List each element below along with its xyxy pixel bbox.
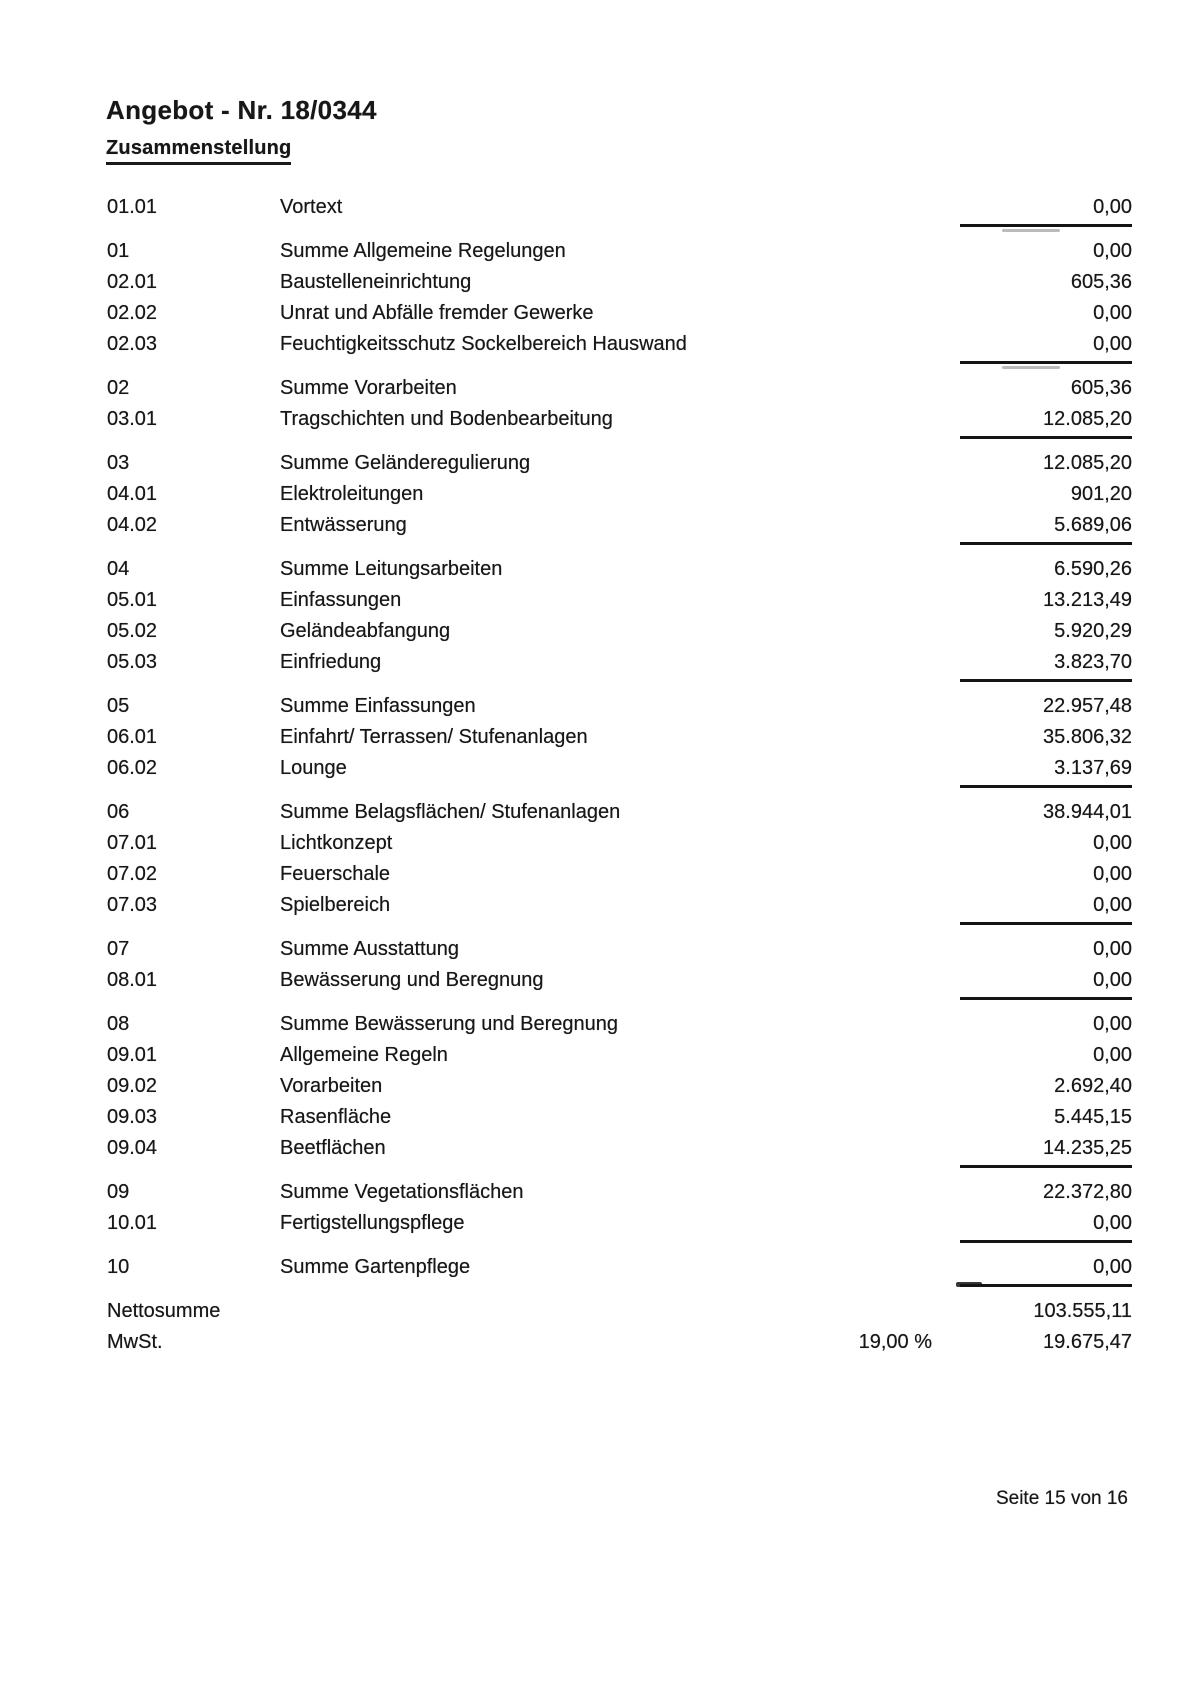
description-text: Tragschichten und Bodenbearbeitung xyxy=(280,408,613,430)
underline-rule xyxy=(960,361,1132,364)
description-cell xyxy=(280,1106,932,1129)
amount-cell: 6.590,26 xyxy=(1054,558,1132,580)
amount-cell: 38.944,01 xyxy=(1043,801,1132,823)
description-cell xyxy=(280,969,932,992)
underline-rule xyxy=(960,1240,1132,1243)
underline-rule xyxy=(960,542,1132,545)
description-text: Einfassungen xyxy=(280,589,402,611)
amount-cell: 0,00 xyxy=(1093,240,1132,262)
amount-cell: 5.920,29 xyxy=(1054,620,1132,642)
position-cell: 05.01 xyxy=(107,589,158,611)
description-text: Summe Gartenpflege xyxy=(280,1256,471,1278)
total-label: Nettosumme xyxy=(107,1300,221,1322)
item-row xyxy=(107,479,1132,510)
underline-rule xyxy=(960,224,1132,227)
amount-cell: 0,00 xyxy=(1093,969,1132,991)
summary-row xyxy=(107,1009,1132,1040)
position-cell: 06.02 xyxy=(107,757,158,779)
description-text: Summe Geländeregulierung xyxy=(280,452,531,474)
description-cell xyxy=(280,1044,932,1067)
underline-rule xyxy=(960,997,1132,1000)
description-text: Feuerschale xyxy=(280,863,391,885)
underline-rule xyxy=(960,1284,1132,1287)
amount-cell: 0,00 xyxy=(1093,1044,1132,1066)
item-row xyxy=(107,753,1132,784)
position-cell: 08 xyxy=(107,1013,130,1035)
item-row xyxy=(107,647,1132,678)
description-cell xyxy=(280,726,932,749)
item-row xyxy=(107,828,1132,859)
position-cell: 04 xyxy=(107,558,130,580)
amount-cell: 0,00 xyxy=(1093,1212,1132,1234)
item-row xyxy=(107,722,1132,753)
description-text: Summe Einfassungen xyxy=(280,695,476,717)
item-row xyxy=(107,298,1132,329)
description-cell xyxy=(280,589,932,612)
position-cell: 03 xyxy=(107,452,130,474)
description-cell xyxy=(280,695,932,718)
position-cell: 07.01 xyxy=(107,832,158,854)
description-text: Summe Leitungsarbeiten xyxy=(280,558,503,580)
summary-row xyxy=(107,448,1132,479)
position-cell: 10.01 xyxy=(107,1212,158,1234)
amount-cell: 0,00 xyxy=(1093,1256,1132,1278)
description-cell xyxy=(280,757,932,780)
item-row xyxy=(107,510,1132,541)
description-text: Elektroleitungen xyxy=(280,483,424,505)
total-label: MwSt. xyxy=(107,1331,163,1353)
position-cell: 02.01 xyxy=(107,271,158,293)
description-text: Lounge xyxy=(280,757,347,779)
description-cell xyxy=(280,452,932,475)
amount-cell: 5.689,06 xyxy=(1054,514,1132,536)
position-cell: 10 xyxy=(107,1256,130,1278)
description-cell xyxy=(280,271,932,294)
underline-rule xyxy=(960,1165,1132,1168)
description-cell xyxy=(280,620,932,643)
amount-cell: 2.692,40 xyxy=(1054,1075,1132,1097)
position-cell: 01 xyxy=(107,240,130,262)
position-cell: 06.01 xyxy=(107,726,158,748)
underline-rule xyxy=(960,785,1132,788)
position-cell: 09 xyxy=(107,1181,130,1203)
item-row xyxy=(107,1208,1132,1239)
description-text: Summe Allgemeine Regelungen xyxy=(280,240,566,262)
position-cell: 09.02 xyxy=(107,1075,158,1097)
doc-title: Angebot - Nr. 18/0344 xyxy=(106,95,377,125)
item-row xyxy=(107,1133,1132,1164)
description-cell xyxy=(280,196,932,219)
amount-cell: 0,00 xyxy=(1093,863,1132,885)
description-text: Beetflächen xyxy=(280,1137,386,1159)
position-cell: 02.02 xyxy=(107,302,158,324)
amount-cell: 22.372,80 xyxy=(1043,1181,1132,1203)
item-row xyxy=(107,890,1132,921)
description-cell xyxy=(280,938,932,961)
section-heading: Zusammenstellung xyxy=(106,137,291,165)
underline-rule xyxy=(960,436,1132,439)
amount-cell: 0,00 xyxy=(1093,1013,1132,1035)
amount-cell: 13.213,49 xyxy=(1043,589,1132,611)
description-text: Summe Vorarbeiten xyxy=(280,377,457,399)
description-text: Bewässerung und Beregnung xyxy=(280,969,544,991)
position-cell: 07.02 xyxy=(107,863,158,885)
amount-cell: 0,00 xyxy=(1093,832,1132,854)
description-text: Geländeabfangung xyxy=(280,620,451,642)
amount-cell: 3.137,69 xyxy=(1054,757,1132,779)
description-text: Entwässerung xyxy=(280,514,407,536)
description-text: Einfahrt/ Terrassen/ Stufenanlagen xyxy=(280,726,588,748)
description-cell xyxy=(280,1013,932,1036)
description-cell xyxy=(280,333,932,356)
amount-cell: 22.957,48 xyxy=(1043,695,1132,717)
amount-cell: 605,36 xyxy=(1070,271,1132,293)
amount-cell: 0,00 xyxy=(1093,302,1132,324)
description-cell xyxy=(280,1181,932,1204)
description-cell xyxy=(280,651,932,674)
total-row xyxy=(107,1296,1132,1327)
description-text: Fertigstellungspflege xyxy=(280,1212,465,1234)
description-cell xyxy=(280,1331,932,1354)
description-cell xyxy=(280,894,932,917)
amount-cell: 35.806,32 xyxy=(1043,726,1132,748)
description-text: Allgemeine Regeln xyxy=(280,1044,448,1066)
item-row xyxy=(107,404,1132,435)
position-cell: 07 xyxy=(107,938,130,960)
amount-cell: 19.675,47 xyxy=(1043,1331,1132,1353)
description-cell xyxy=(280,408,932,431)
underline-rule xyxy=(960,922,1132,925)
amount-cell: 0,00 xyxy=(1093,196,1132,218)
description-text: Unrat und Abfälle fremder Gewerke xyxy=(280,302,594,324)
amount-cell: 0,00 xyxy=(1093,894,1132,916)
page-footer: Seite 15 von 16 xyxy=(995,1488,1128,1509)
description-text: Summe Vegetationsflächen xyxy=(280,1181,524,1203)
description-cell xyxy=(280,1075,932,1098)
amount-cell: 12.085,20 xyxy=(1043,408,1132,430)
item-row xyxy=(107,192,1132,223)
summary-row xyxy=(107,373,1132,404)
position-cell: 09.03 xyxy=(107,1106,158,1128)
item-row xyxy=(107,859,1132,890)
description-text: Einfriedung xyxy=(280,651,382,673)
description-cell xyxy=(280,558,932,581)
amount-cell: 5.445,15 xyxy=(1054,1106,1132,1128)
amount-cell: 0,00 xyxy=(1093,938,1132,960)
item-row xyxy=(107,965,1132,996)
amount-cell: 605,36 xyxy=(1070,377,1132,399)
item-row xyxy=(107,1102,1132,1133)
underline-rule xyxy=(960,679,1132,682)
item-row xyxy=(107,267,1132,298)
description-text: Vortext xyxy=(280,196,343,218)
position-cell: 04.02 xyxy=(107,514,158,536)
position-cell: 04.01 xyxy=(107,483,158,505)
description-cell xyxy=(280,1212,932,1235)
summary-row xyxy=(107,691,1132,722)
summary-row xyxy=(107,236,1132,267)
amount-cell: 901,20 xyxy=(1070,483,1132,505)
vat-rate: 19,00 % xyxy=(858,1331,932,1353)
description-cell xyxy=(280,1137,932,1160)
summary-row xyxy=(107,554,1132,585)
description-text: Lichtkonzept xyxy=(280,832,393,854)
position-cell: 09.04 xyxy=(107,1137,158,1159)
position-cell: 02 xyxy=(107,377,130,399)
amount-cell: 3.823,70 xyxy=(1054,651,1132,673)
position-cell: 01.01 xyxy=(107,196,158,218)
position-cell: 09.01 xyxy=(107,1044,158,1066)
summary-row xyxy=(107,797,1132,828)
amount-cell: 14.235,25 xyxy=(1043,1137,1132,1159)
description-text: Feuchtigkeitsschutz Sockelbereich Hauswand xyxy=(280,333,687,355)
description-cell xyxy=(280,1256,932,1279)
total-row xyxy=(107,1327,1132,1358)
amount-cell: 0,00 xyxy=(1093,333,1132,355)
item-row xyxy=(107,616,1132,647)
description-cell xyxy=(280,302,932,325)
description-cell xyxy=(280,240,932,263)
position-cell: 07.03 xyxy=(107,894,158,916)
item-row xyxy=(107,1071,1132,1102)
description-text: Spielbereich xyxy=(280,894,391,916)
item-row xyxy=(107,585,1132,616)
description-text: Vorarbeiten xyxy=(280,1075,383,1097)
position-cell: 06 xyxy=(107,801,130,823)
description-cell xyxy=(280,863,932,886)
description-text: Summe Belagsflächen/ Stufenanlagen xyxy=(280,801,621,823)
amount-cell: 12.085,20 xyxy=(1043,452,1132,474)
description-text: Baustelleneinrichtung xyxy=(280,271,472,293)
position-cell: 08.01 xyxy=(107,969,158,991)
description-cell xyxy=(280,801,932,824)
position-cell: 03.01 xyxy=(107,408,158,430)
summary-row xyxy=(107,934,1132,965)
description-text: Summe Bewässerung und Beregnung xyxy=(280,1013,618,1035)
summary-table xyxy=(107,192,1132,1358)
amount-cell: 103.555,11 xyxy=(1033,1300,1132,1322)
summary-row xyxy=(107,1252,1132,1283)
position-cell: 02.03 xyxy=(107,333,158,355)
description-cell xyxy=(280,832,932,855)
position-cell: 05 xyxy=(107,695,130,717)
item-row xyxy=(107,1040,1132,1071)
item-row xyxy=(107,329,1132,360)
description-text: Rasenfläche xyxy=(280,1106,392,1128)
description-cell xyxy=(280,483,932,506)
description-cell xyxy=(280,514,932,537)
position-cell: 05.02 xyxy=(107,620,158,642)
position-cell: 05.03 xyxy=(107,651,158,673)
description-text: Summe Ausstattung xyxy=(280,938,459,960)
description-cell xyxy=(280,377,932,400)
summary-row xyxy=(107,1177,1132,1208)
